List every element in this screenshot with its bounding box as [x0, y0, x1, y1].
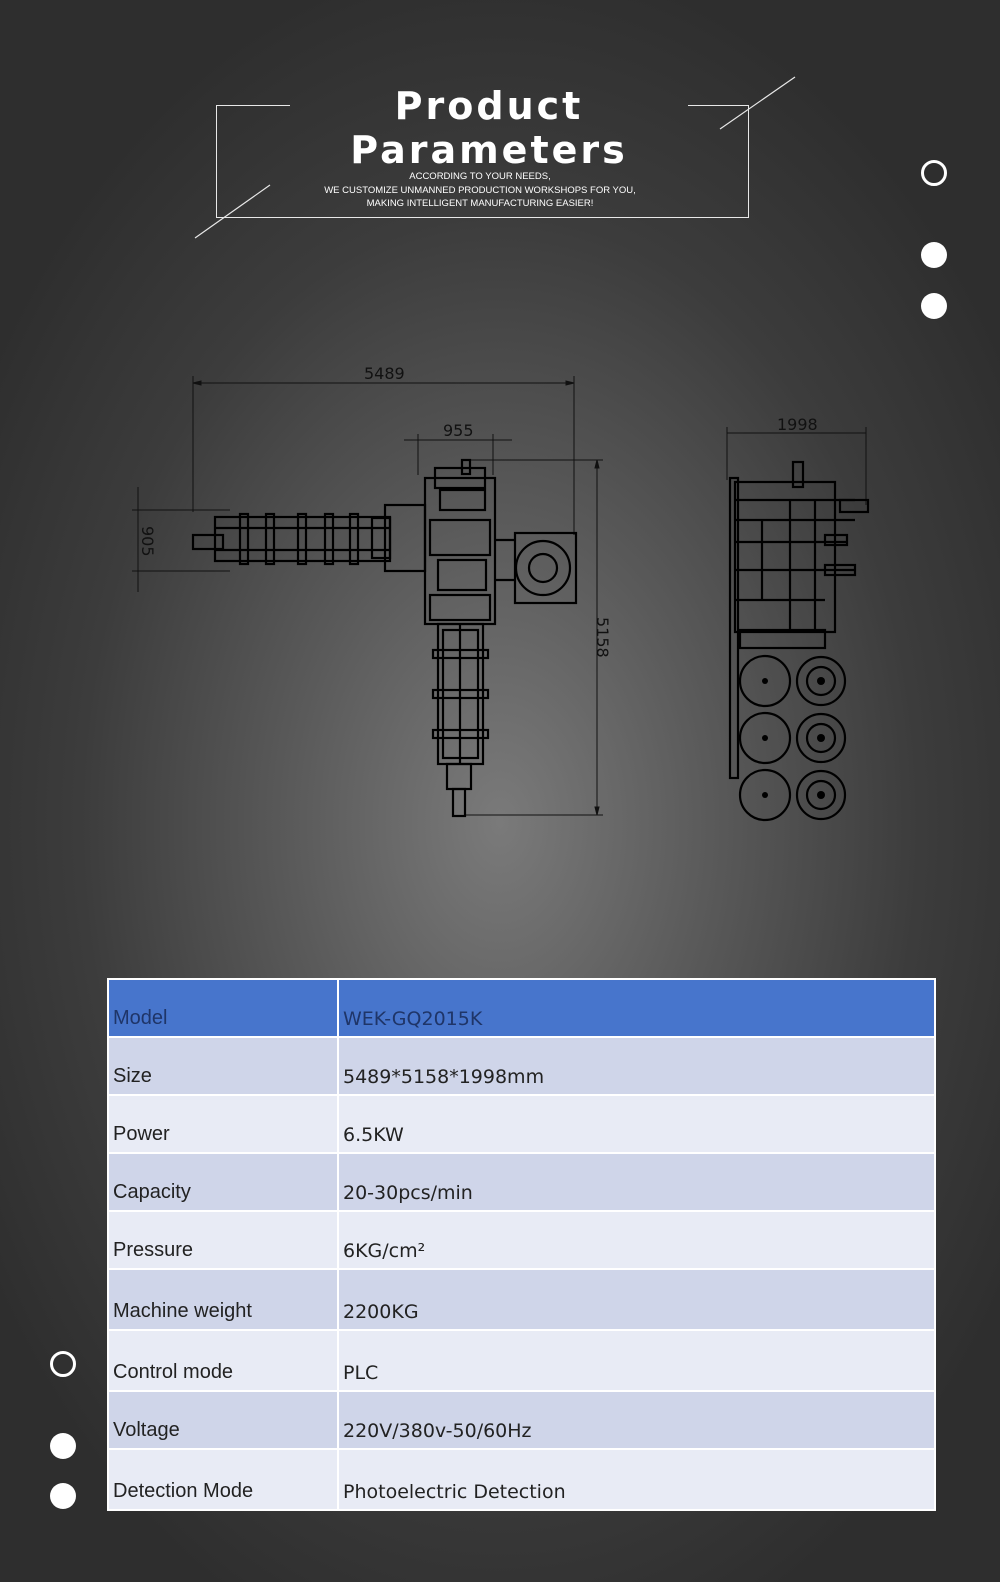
table-row [108, 1330, 935, 1391]
spec-value: 220V/380v-50/60Hz [338, 1391, 935, 1449]
spec-label: Capacity [108, 1153, 338, 1211]
spec-value: 5489*5158*1998mm [338, 1037, 935, 1095]
subtitle-line-3: MAKING INTELLIGENT MANUFACTURING EASIER! [366, 198, 594, 209]
dim-label-arm-height: 905 [138, 526, 157, 557]
dim-label-overall-width: 5489 [364, 364, 405, 383]
table-row [108, 1037, 935, 1095]
spec-label: Detection Mode [108, 1449, 338, 1510]
spec-label: Machine weight [108, 1269, 338, 1330]
spec-value: Photoelectric Detection [338, 1449, 935, 1510]
spec-label: Pressure [108, 1211, 338, 1269]
deco-dot-hollow-bottom [50, 1351, 76, 1377]
dim-label-overall-length: 5158 [593, 617, 612, 658]
table-row [108, 1211, 935, 1269]
machine-drawing [0, 340, 1000, 830]
page-title: Product Parameters [350, 84, 628, 172]
spec-label: Size [108, 1037, 338, 1095]
deco-dot-filled-bottom-2 [50, 1483, 76, 1509]
subtitle-line-1: ACCORDING TO YOUR NEEDS, [409, 171, 551, 182]
spec-value: 6KG/cm² [338, 1211, 935, 1269]
table-row [108, 1153, 935, 1211]
table-row [108, 1391, 935, 1449]
table-row [108, 1095, 935, 1153]
table-header-row [108, 979, 935, 1037]
dim-label-head-width: 955 [443, 421, 474, 440]
deco-dot-filled-top-1 [921, 242, 947, 268]
deco-dot-filled-bottom-1 [50, 1433, 76, 1459]
page-subtitle [280, 170, 680, 211]
spec-value: 6.5KW [338, 1095, 935, 1153]
dim-label-side-width: 1998 [777, 415, 818, 434]
table-row [108, 1449, 935, 1510]
subtitle-line-2: WE CUSTOMIZE UNMANNED PRODUCTION WORKSHOPS FOR YOU, [324, 184, 636, 196]
spec-value: 2200KG [338, 1269, 935, 1330]
deco-dot-hollow-top [921, 160, 947, 186]
spec-table [107, 978, 936, 1511]
table-row [108, 1269, 935, 1330]
spec-label: Voltage [108, 1391, 338, 1449]
deco-dot-filled-top-2 [921, 293, 947, 319]
spec-label: Power [108, 1095, 338, 1153]
spec-value: 20-30pcs/min [338, 1153, 935, 1211]
spec-value: WEK-GQ2015K [338, 979, 935, 1037]
spec-label: Control mode [108, 1330, 338, 1391]
spec-label: Model [108, 979, 338, 1037]
spec-value: PLC [338, 1330, 935, 1391]
